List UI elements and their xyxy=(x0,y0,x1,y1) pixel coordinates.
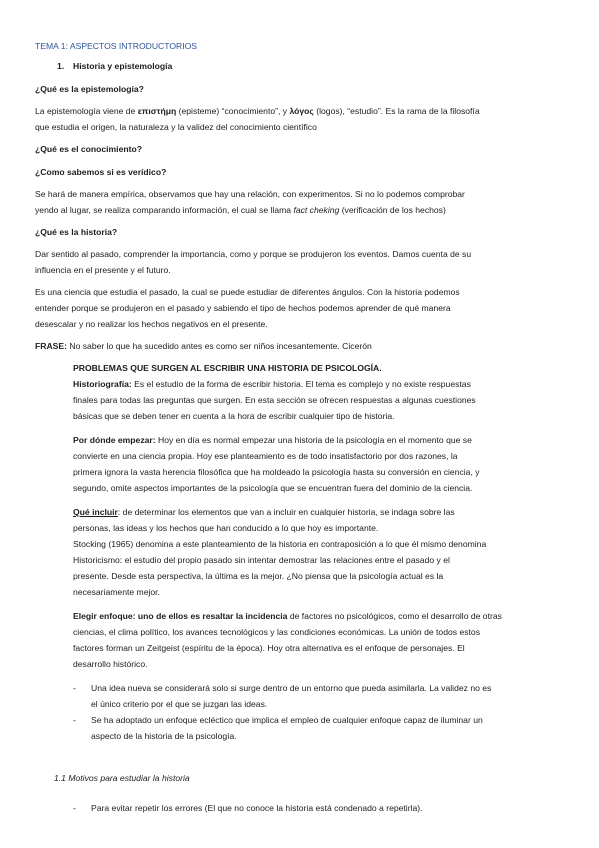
historiografia-line-2: finales para todas las preguntas que surgen. En esta sección se ofrecen respuestas a algunas cuestiones xyxy=(73,395,476,405)
fact-checking-term: fact cheking xyxy=(293,205,340,215)
incluir-line-1: Qué incluir: de determinar los elementos que van a incluir en cualquier historia, se indaga sobre las xyxy=(73,507,455,517)
bullet-2-line-2: aspecto de la historia de la psicología. xyxy=(91,731,237,741)
section-1-1-title: 1.1 Motivos para estudiar la historia xyxy=(54,773,190,783)
greek-episteme: επιστήμη xyxy=(137,106,177,116)
paragraph-ciencia-line-1: Es una ciencia que estudia el pasado, la cual se puede estudiar de diferentes ángulos. Con la historia podemos xyxy=(35,287,460,297)
greek-logos: λόγος xyxy=(289,106,314,116)
enfoque-line-1: Elegir enfoque: uno de ellos es resaltar la incidencia de factores no psicológicos, como el desarrollo de otras xyxy=(73,611,502,621)
paragraph-ciencia-line-3: desescalar y no realizar los hechos negativos en el presente. xyxy=(35,319,268,329)
paragraph-veridico-line-2: yendo al lugar, se realiza comparando información, el cual se llama fact cheking (verificación de los hechos) xyxy=(35,205,446,215)
enfoque-line-4: desarrollo histórico. xyxy=(73,659,148,669)
incluir-line-6: necesariamente mejor. xyxy=(73,587,160,597)
historiografia-line-3: básicas que se deben tener en cuenta a la hora de escribir cualquier tipo de historia. xyxy=(73,411,395,421)
question-historia: ¿Qué es la historia? xyxy=(35,227,118,237)
empezar-line-2: convierte en una ciencia propia. Hoy ese planteamiento es de todo insatisfactorio por dos razones, la xyxy=(73,451,458,461)
bullet-3-line-1: Para evitar repetir los errores (El que no conoce la historia está condenado a repetirla). xyxy=(91,803,423,813)
bullet-2-line-1: Se ha adoptado un enfoque ecléctico que implica el empleo de cualquier enfoque capaz de iluminar un xyxy=(91,715,483,725)
paragraph-epistemologia-line-1: La epistemología viene de επιστήμη (episteme) “conocimiento”, y λόγος (logos), “estudio”. Es la rama de la filosofía xyxy=(35,106,480,116)
empezar-line-3: primera ignora la vasta herencia filosófica que ha moldeado la psicología hasta su conversión en ciencia, y xyxy=(73,467,480,477)
bullet-dash: - xyxy=(73,803,76,813)
historiografia-line-1: Historiografía: Es el estudio de la forma de escribir historia. El tema es complejo y no existe respuestas xyxy=(73,379,471,389)
incluir-line-3: Stocking (1965) denomina a este planteamiento de la historia en contraposición a lo que él mismo denomina xyxy=(73,539,487,549)
frase-label: FRASE: xyxy=(35,341,67,351)
bullet-1-line-2: el único criterio por el que se juzgan las ideas. xyxy=(91,699,268,709)
incluir-line-2: personas, las ideas y los hechos que han conducido a lo que hoy es importante. xyxy=(73,523,379,533)
section-1-number: 1. xyxy=(57,61,65,71)
frase-quote: FRASE: No saber lo que ha sucedido antes es como ser niños incesantemente. Cicerón xyxy=(35,341,372,351)
empezar-line-1: Por dónde empezar: Hoy en día es normal empezar una historia de la psicología en el momento que se xyxy=(73,435,472,445)
paragraph-epistemologia-line-2: que estudia el origen, la naturaleza y la validez del conocimiento científico xyxy=(35,122,317,132)
enfoque-line-3: factores forman un Zeitgeist (espíritu de la época). Hoy otra alternativa es el enfoque de personajes. El xyxy=(73,643,465,653)
bullet-1-line-1: Una idea nueva se considerará solo si surge dentro de un entorno que pueda asimilarla. La validez no es xyxy=(91,683,492,693)
question-epistemologia: ¿Qué es la epistemología? xyxy=(35,84,144,94)
incluir-line-4: Historicismo: el estudio del propio pasado sin intentar demostrar las relaciones entre el pasado y el xyxy=(73,555,450,565)
paragraph-historia-line-2: influencia en el presente y el futuro. xyxy=(35,265,171,275)
paragraph-ciencia-line-2: entender porque se produjeron en el pasado y sabiendo el tipo de hechos podemos aprender de qué manera xyxy=(35,303,451,313)
document-title: TEMA 1: ASPECTOS INTRODUCTORIOS xyxy=(35,41,198,51)
question-veridico: ¿Como sabemos si es verídico? xyxy=(35,167,167,177)
paragraph-veridico-line-1: Se hará de manera empírica, observamos que hay una relación, con experimentos. Si no lo podemos comprobar xyxy=(35,189,465,199)
bullet-dash: - xyxy=(73,683,76,693)
enfoque-line-2: ciencias, el clima político, los avances tecnológicos y las condiciones económicas. La unión de todos estos xyxy=(73,627,480,637)
bullet-dash: - xyxy=(73,715,76,725)
empezar-line-4: segundo, omite aspectos importantes de la psicología que se encuentran fuera del dominio de la ciencia. xyxy=(73,483,473,493)
problemas-heading: PROBLEMAS QUE SURGEN AL ESCRIBIR UNA HISTORIA DE PSICOLOGÍA. xyxy=(73,363,382,373)
section-1-title: Historia y epistemología xyxy=(73,61,173,71)
incluir-line-5: presente. Desde esta perspectiva, la última es la mejor. ¿No piensa que la psicología actual es la xyxy=(73,571,444,581)
paragraph-historia-line-1: Dar sentido al pasado, comprender la importancia, como y porque se produjeron los eventos. Damos cuenta de su xyxy=(35,249,472,259)
question-conocimiento: ¿Qué es el conocimiento? xyxy=(35,144,142,154)
